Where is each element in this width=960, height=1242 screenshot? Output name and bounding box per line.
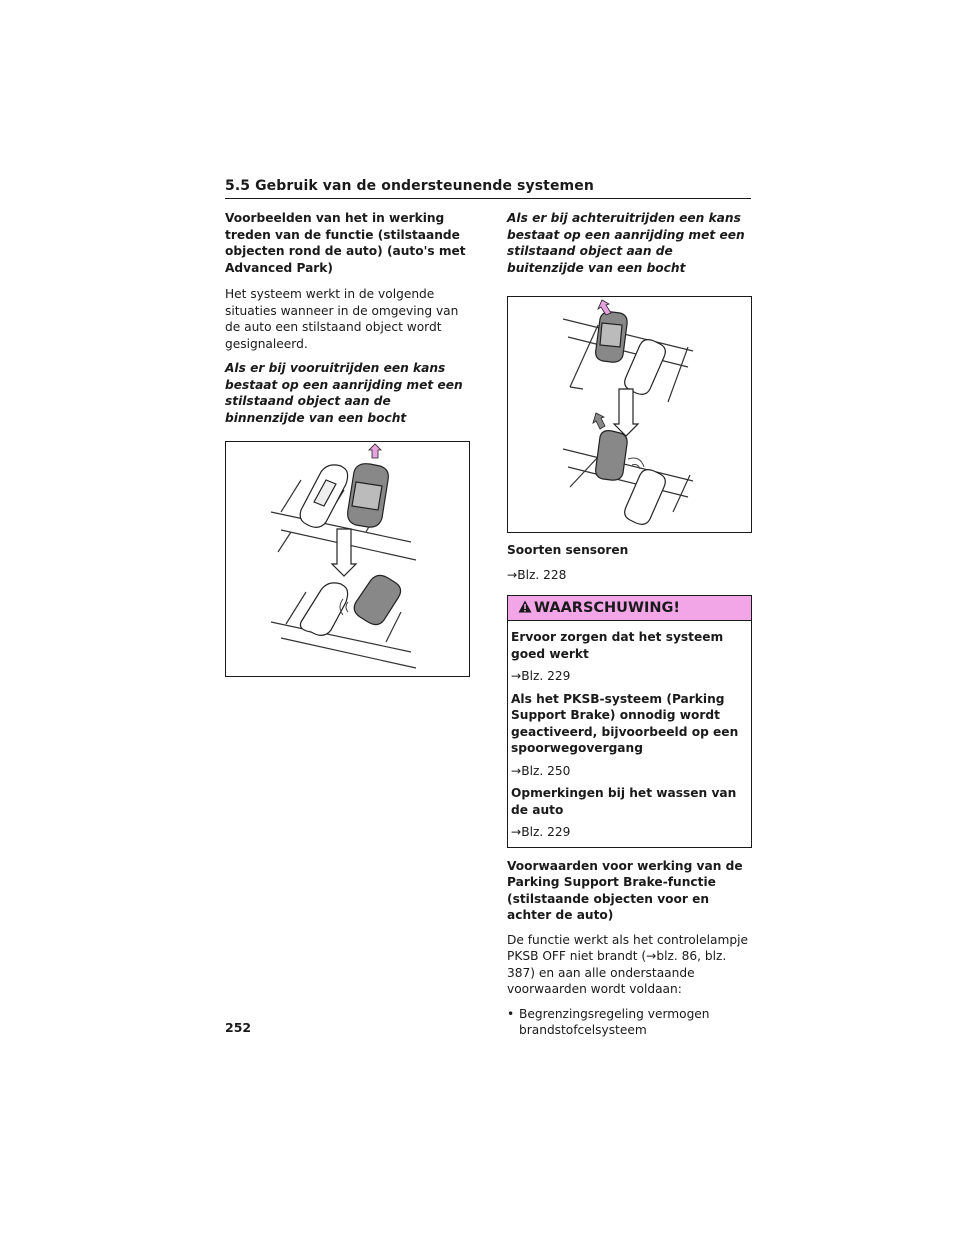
warning-item-ref-link[interactable]: →Blz. 229 — [511, 825, 571, 839]
sensors-ref-link[interactable]: →Blz. 228 — [507, 567, 567, 582]
examples-heading: Voorbeelden van het in werking treden van de functie (stilstaande objecten rond de auto) (auto's met Advanced Park) — [225, 211, 466, 275]
warning-header — [508, 596, 751, 621]
section-header: 5.5 Gebruik van de ondersteunende systemen — [225, 178, 751, 199]
warning-item-heading: Ervoor zorgen dat het systeem goed werkt — [511, 630, 724, 661]
forward-case-heading: Als er bij vooruitrijden een kans bestaat op een aanrijding met een stilstaand object aan de binnenzijde van een bocht — [225, 361, 463, 425]
warning-item-heading: Opmerkingen bij het wassen van de auto — [511, 786, 737, 817]
warning-item-ref-link[interactable]: →Blz. 250 — [511, 763, 571, 778]
warning-item-ref-link[interactable]: →Blz. 229 — [511, 669, 571, 683]
page-number: 252 — [225, 1020, 252, 1035]
sensors-heading: Soorten sensoren — [507, 543, 629, 557]
warning-item-heading: Als het PKSB-systeem (Parking Support Brake) onnodig wordt geactiveerd, bijvoorbeeld op een spoorwegovergang — [511, 691, 739, 755]
examples-intro: Het systeem werkt in de volgende situaties wanneer in de omgeving van de auto een stilstaand object wordt gesignaleerd. — [225, 287, 459, 351]
reverse-case-heading: Als er bij achteruitrijden een kans bestaat op een aanrijding met een stilstaand object aan de buitenzijde van een bocht — [507, 211, 745, 275]
right-column — [507, 210, 752, 1039]
list-item-text: Begrenzingsregeling vermogen brandstofcelsysteem — [519, 1006, 710, 1037]
warning-triangle-icon — [518, 600, 532, 617]
warning-box — [507, 595, 752, 848]
bullet-icon: • — [507, 1006, 515, 1021]
reverse-driving-illustration — [507, 296, 752, 533]
conditions-heading: Voorwaarden voor werking van de Parking Support Brake-functie (stilstaande objecten voor en achter de auto) — [507, 858, 743, 922]
list-item — [507, 1006, 752, 1039]
forward-driving-illustration — [225, 441, 470, 677]
left-column — [225, 210, 472, 677]
conditions-text: De functie werkt als het controlelampje PKSB OFF niet brandt (→blz. 86, blz. 387) en aan alle onderstaande voorwaarden wordt voldaan: — [507, 932, 748, 996]
warning-body — [508, 621, 751, 847]
warning-title: WAARSCHUWING! — [534, 600, 680, 616]
